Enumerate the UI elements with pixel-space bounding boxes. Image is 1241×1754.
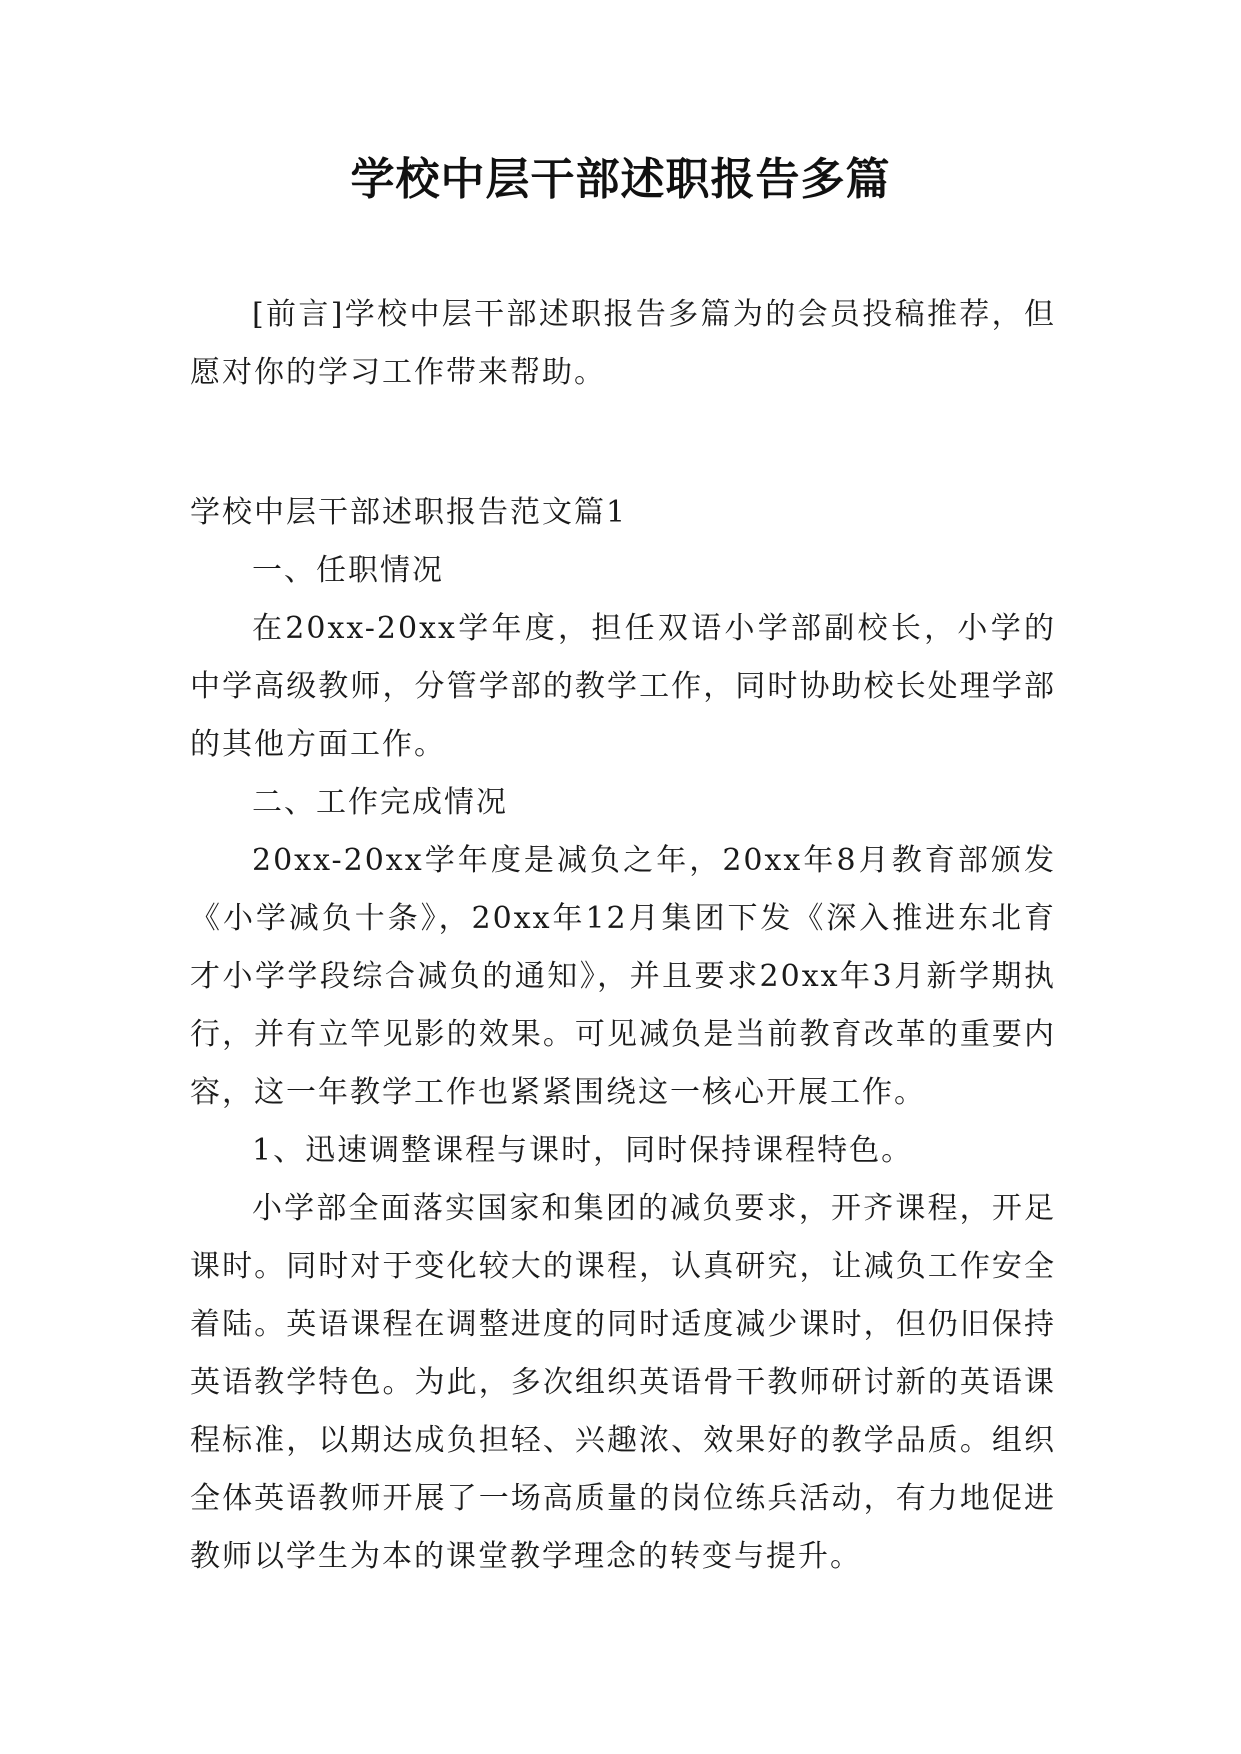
preface-paragraph: [前言]学校中层干部述职报告多篇为的会员投稿推荐，但愿对你的学习工作带来帮助。 — [190, 297, 1056, 390]
subheading-item-1: 1、迅速调整课程与课时，同时保持课程特色。 — [252, 1133, 914, 1168]
body-paragraph: 20xx-20xx学年度是减负之年，20xx年8月教育部颁发《小学减负十条》，20xx年12月集团下发《深入推进东北育才小学学段综合减负的通知》，并且要求20xx年3月新学期执行，并有立竿见影的效果。可见减负是当前教育改革的重要内容，这一年教学工作也紧紧围绕这一核心开展工作。 — [190, 843, 1056, 1110]
subheading-work-completion: 二、工作完成情况 — [252, 785, 508, 820]
document-body — [190, 286, 1056, 1586]
body-paragraph: 在20xx-20xx学年度，担任双语小学部副校长，小学的中学高级教师，分管学部的教学工作，同时协助校长处理学部的其他方面工作。 — [190, 611, 1056, 762]
document-title: 学校中层干部述职报告多篇 — [350, 154, 891, 205]
subheading-appointment: 一、任职情况 — [252, 553, 444, 588]
body-paragraph: 小学部全面落实国家和集团的减负要求，开齐课程，开足课时。同时对于变化较大的课程，认真研究，让减负工作安全着陆。英语课程在调整进度的同时适度减少课时，但仍旧保持英语教学特色。为此，多次组织英语骨干教师研讨新的英语课程标准，以期达成负担轻、兴趣浓、效果好的教学品质。组织全体英语教师开展了一场高质量的岗位练兵活动，有力地促进教师以学生为本的课堂教学理念的转变与提升。 — [190, 1191, 1056, 1574]
section-heading: 学校中层干部述职报告范文篇1 — [190, 495, 628, 530]
